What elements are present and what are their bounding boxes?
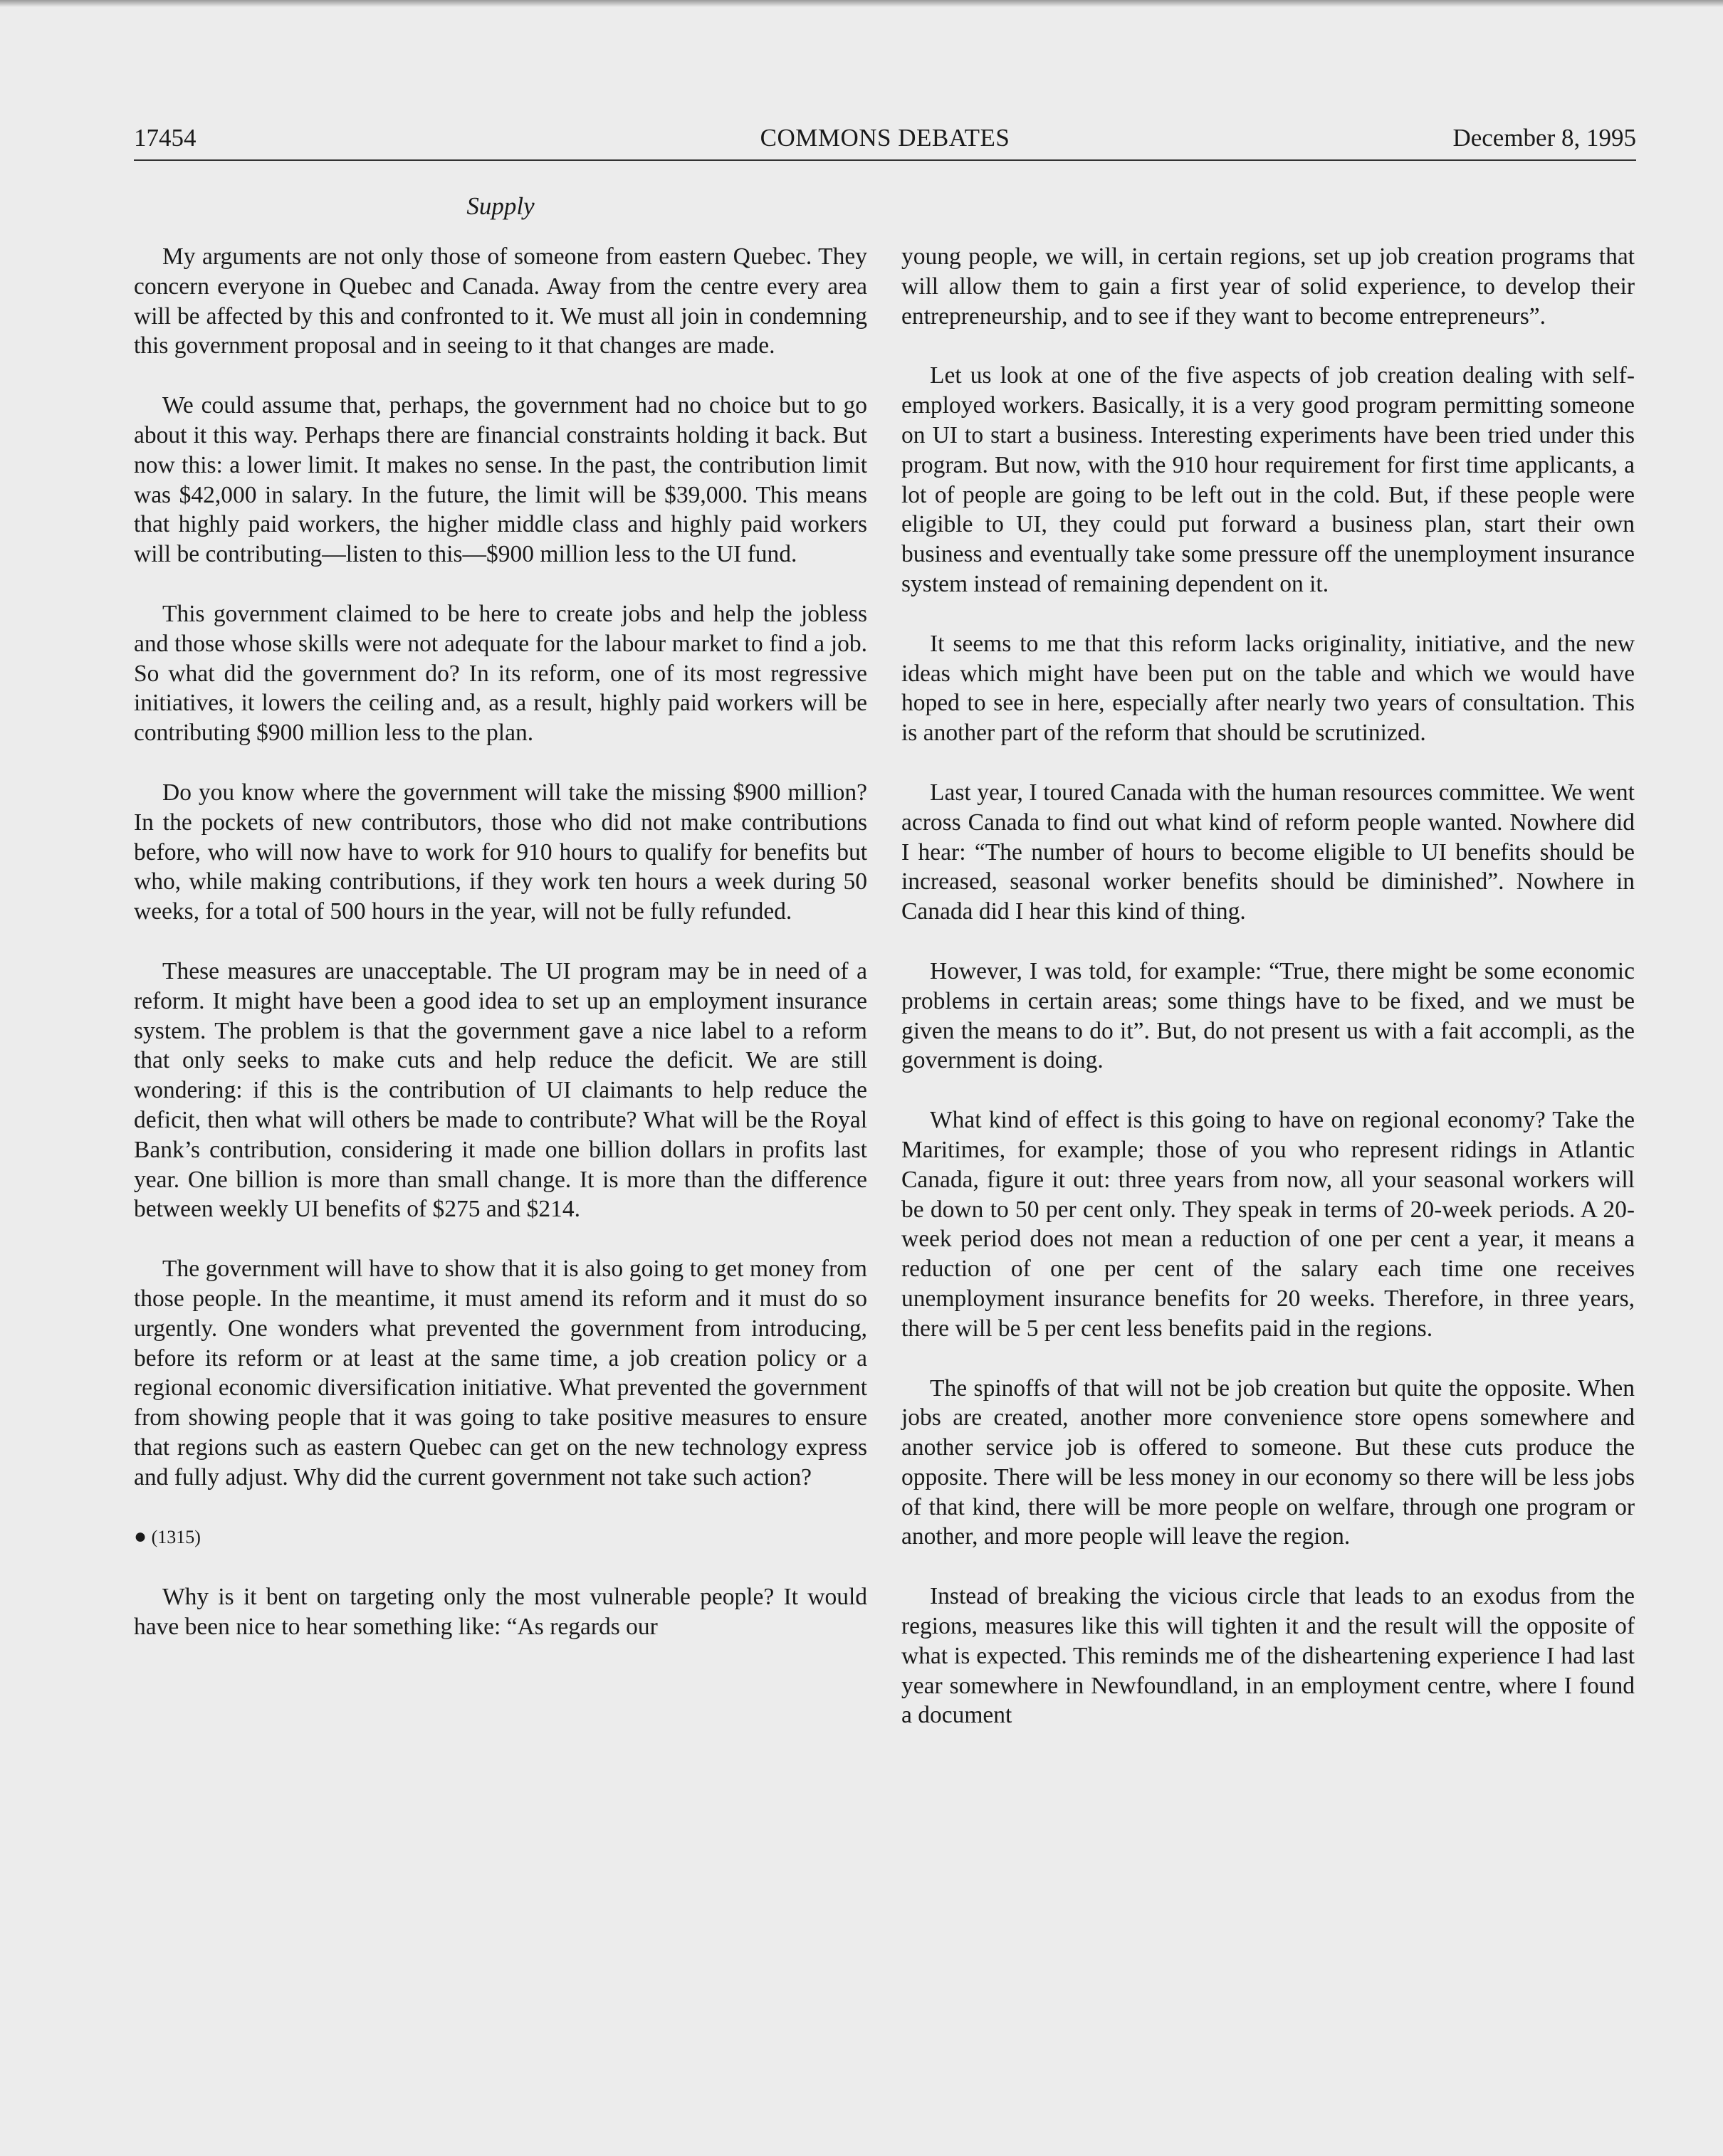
page-number: 17454 (134, 124, 197, 152)
time-marker (134, 1522, 867, 1552)
scan-edge-shadow (0, 0, 1723, 7)
paragraph: It seems to me that this reform lacks originality, initiative, and the new ideas which might have been put on the table and which we would have hoped to see in here, especially after nearly two years of consultation. This is another part of the reform that should be scrutinized. (901, 630, 1635, 747)
paragraph: We could assume that, perhaps, the government had no choice but to go about it this way. Perhaps there are financial constraints holding it back. But now this: a lower limit. It makes no sense. In the past, the contribution limit was $42,000 in salary. In the future, the limit will be $39,000. This means that highly paid workers, the higher middle class and highly paid workers will be contributing—listen to this—$900 million less to the UI fund. (134, 392, 867, 568)
paragraph: Why is it bent on targeting only the most vulnerable people? It would have been nice to hear something like: “As regards our (134, 1584, 867, 1641)
paragraph: Instead of breaking the vicious circle that leads to an exodus from the regions, measures like this will tighten it and the result will the opposite of what is expected. This reminds me of the disheartening experience I had last year somewhere in Newfoundland, in an employment centre, where I found a document (901, 1583, 1635, 1729)
paragraph-continuation: young people, we will, in certain regions, set up job creation programs that will allow them to gain a first year of solid experience, to develop their entrepreneurship, and to see if they want to become entrepreneurs”. (901, 243, 1635, 330)
paragraph: Last year, I toured Canada with the human resources committee. We went across Canada to find out what kind of reform people wanted. Nowhere did I hear: “The number of hours to become eligible to UI benefits should be increased, seasonal worker benefits should be diminished”. Nowhere in Canada did I hear this kind of thing. (901, 779, 1635, 925)
paragraph: This government claimed to be here to create jobs and help the jobless and those whose skills were not adequate for the labour market to find a job. So what did the government do? In its reform, one of its most regressive initiatives, it lowers the ceiling and, as a result, highly paid workers will be contributing $900 million less to the plan. (134, 600, 867, 747)
page-header (134, 120, 1636, 161)
section-title: Supply (466, 192, 535, 220)
publication-title: COMMONS DEBATES (760, 124, 1010, 152)
right-column (901, 242, 1635, 1965)
paragraph: The spinoffs of that will not be job creation but quite the opposite. When jobs are created, another more convenience store opens somewhere and another service job is offered to someone. But these cuts produce the opposite. There will be less money in our economy so there will be less jobs of that kind, there will be more people on welfare, through one program or another, and more people will leave the region. (901, 1374, 1635, 1550)
paragraph: Let us look at one of the five aspects of job creation dealing with self-employed workers. Basically, it is a very good program permitting someone on UI to start a business. Interesting experiments have been tried under this program. But now, with the 910 hour requirement for first time applicants, a lot of people are going to be left out in the cold. But, if these people were eligible to UI, they could put forward a business plan, start their own business and eventually take some pressure off the unemployment insurance system instead of remaining dependent on it. (901, 362, 1635, 597)
paragraph: Do you know where the government will take the missing $900 million? In the pockets of new contributors, those who did not make contributions before, who will now have to work for 910 hours to qualify for benefits but who, while making contributions, if they work ten hours a week during 50 weeks, for a total of 500 hours in the year, will not be fully refunded. (134, 779, 867, 925)
left-column (134, 242, 867, 1965)
header-date: December 8, 1995 (1452, 124, 1636, 152)
paragraph: These measures are unacceptable. The UI program may be in need of a reform. It might have been a good idea to set up an employment insurance system. The problem is that the government gave a nice label to a reform that only seeks to make cuts and help reduce the deficit. We are still wondering: if this is the contribution of UI claimants to help reduce the deficit, then what will others be made to contribute? What will be the Royal Bank’s contribution, considering it made one billion dollars in profits last year. One billion is more than small change. It is more than the difference between weekly UI benefits of $275 and $214. (134, 957, 867, 1223)
paragraph: What kind of effect is this going to have on regional economy? Take the Maritimes, for example; those of you who represent ridings in Atlantic Canada, figure it out: three years from now, all your seasonal workers will be down to 50 per cent only. They speak in terms of 20-week periods. A 20-week period does not mean a reduction of one per cent a year, it means a reduction of one per cent of the salary each time one receives unemployment insurance benefits for 20 weeks. Therefore, in three years, there will be 5 per cent less benefits paid in the regions. (901, 1107, 1635, 1342)
paragraph: The government will have to show that it is also going to get money from those people. In the meantime, it must amend its reform and it must do so urgently. One wonders what prevented the government from introducing, before its reform or at least at the same time, a job creation policy or a regional economic diversification initiative. What prevented the government from showing people that it was going to take positive measures to ensure that regions such as eastern Quebec can get on the new technology express and fully adjust. Why did the current government not take such action? (134, 1256, 867, 1490)
time-marker-label: (1315) (151, 1527, 201, 1548)
paragraph: My arguments are not only those of someone from eastern Quebec. They concern everyone in Quebec and Canada. Away from the centre every area will be affected by this and confronted to it. We must all join in condemning this government proposal and in seeing to it that changes are made. (134, 243, 867, 359)
bullet-icon: ● (134, 1525, 147, 1549)
paragraph: However, I was told, for example: “True, there might be some economic problems in certain areas; some things have to be fixed, and we must be given the means to do it”. But, do not present us with a fait accompli, as the government is doing. (901, 957, 1635, 1074)
